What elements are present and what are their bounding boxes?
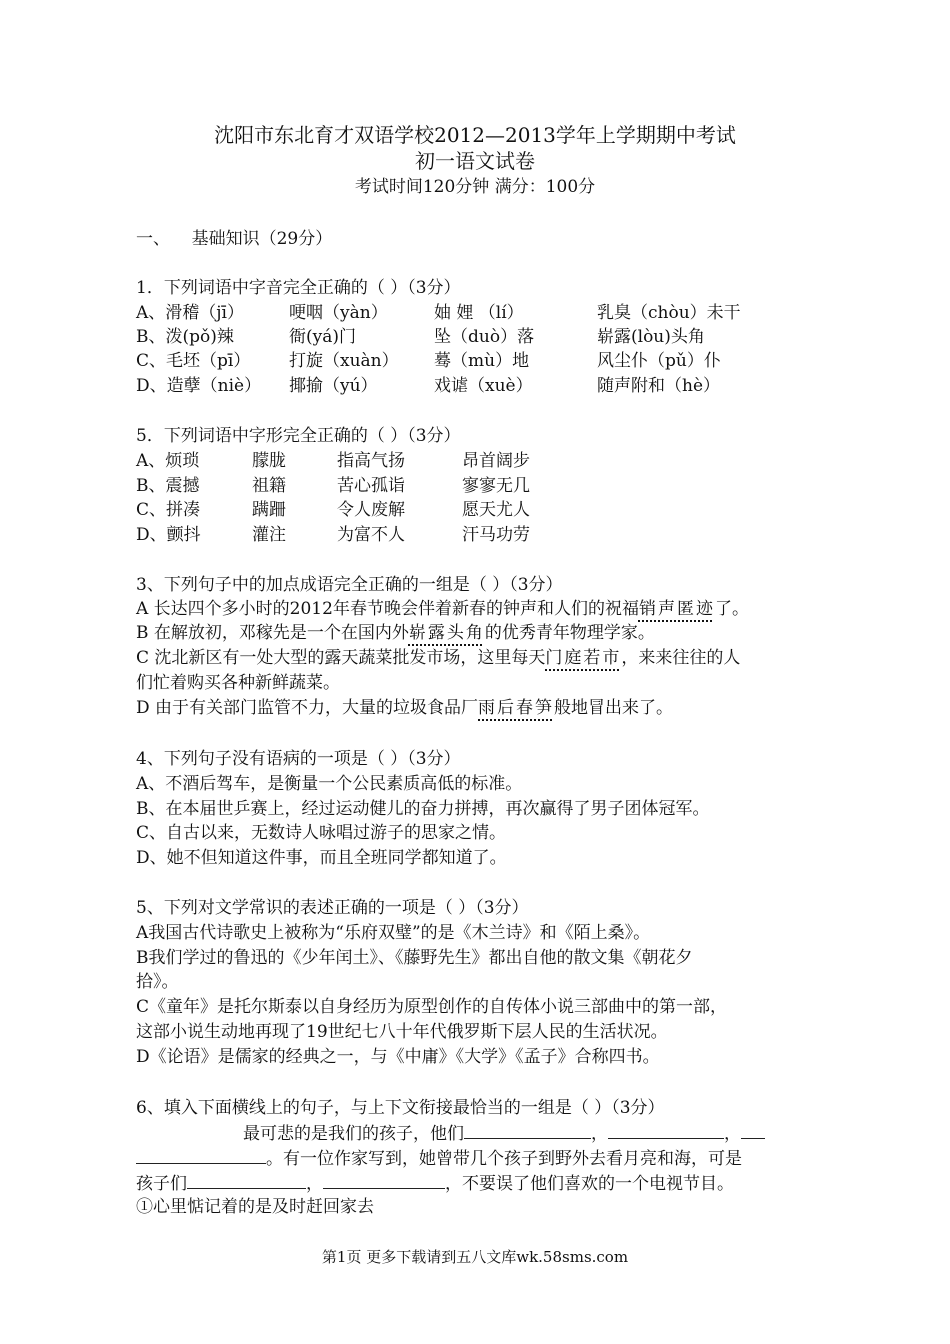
option-cell: 指高气扬 — [337, 451, 405, 471]
question-1-stem: 1．下列词语中字音完全正确的（ ）（3分） — [136, 278, 461, 298]
option-cell: 灌注 — [252, 525, 286, 545]
dotted-idiom: 崭露头角 — [408, 623, 485, 643]
passage-text: 。有一位作家写到，她曾带几个孩子到野外去看月亮和海，可是 — [266, 1149, 742, 1169]
passage-text: ， — [591, 1124, 608, 1144]
option-cell: A、烦琐 — [136, 451, 200, 471]
option-text: 般地冒出来了。 — [554, 698, 674, 718]
option-cell: 揶揄（yú） — [289, 376, 378, 396]
passage-text: ， — [306, 1174, 323, 1194]
option-cell: A、滑稽（jī） — [136, 303, 244, 323]
passage-line-3 — [136, 1172, 734, 1195]
option-cell: 风尘仆（pǔ）仆 — [597, 351, 721, 371]
option-cell: D、造孽（niè） — [136, 376, 262, 396]
option-cell: 崭露(lòu)头角 — [597, 327, 705, 347]
option-c: C、自古以来，无数诗人咏唱过游子的思家之情。 — [136, 823, 507, 843]
option-d: D、她不但知道这件事，而且全班同学都知道了。 — [136, 848, 507, 868]
option-b-cont: 拾》。 — [136, 972, 179, 992]
option-text: D 由于有关部门监管不力，大量的垃圾食品厂 — [136, 698, 479, 718]
option-1: ①心里惦记着的是及时赶回家去 — [136, 1197, 374, 1217]
option-b: B我们学过的鲁迅的《少年闰土》、《藤野先生》都出自他的散文集《朝花夕 — [136, 948, 693, 968]
option-cell: 令人废解 — [337, 500, 405, 520]
exam-title: 沈阳市东北育才双语学校2012—2013学年上学期期中考试 — [214, 123, 736, 147]
option-cell: 妯 娌 （lí） — [434, 303, 524, 323]
option-cell: 哽咽（yàn） — [289, 303, 388, 323]
answer-blank[interactable] — [323, 1172, 445, 1189]
option-b: B、在本届世乒赛上，经过运动健儿的奋力拼搏，再次赢得了男子团体冠军。 — [136, 799, 710, 819]
option-cell: 为富不人 — [337, 525, 405, 545]
option-cell: 戏谑（xuè） — [434, 376, 533, 396]
question-5-stem: 5、下列对文学常识的表述正确的一项是（ ）（3分） — [136, 898, 529, 918]
passage-text: ，不要误了他们喜欢的一个电视节目。 — [445, 1174, 734, 1194]
option-cell: 朦胧 — [252, 451, 286, 471]
question-2-stem: 5．下列词语中字形完全正确的（ ）（3分） — [136, 426, 461, 446]
option-text: 的优秀青年物理学家。 — [484, 623, 655, 643]
option-cell: 愿天尤人 — [462, 500, 530, 520]
option-d — [136, 697, 673, 719]
answer-blank[interactable] — [741, 1122, 765, 1139]
dotted-idiom: 门庭若市 — [545, 648, 622, 668]
passage-text: 孩子们 — [136, 1174, 187, 1194]
option-a — [136, 598, 749, 620]
option-cell: B、泼(pǒ)辣 — [136, 327, 234, 347]
section-heading: 一、 基础知识（29分） — [136, 229, 333, 249]
option-text: ，来来往往的人 — [621, 648, 741, 668]
option-cell: C、毛坯（pī） — [136, 351, 251, 371]
passage-text: 最可悲的是我们的孩子，他们 — [243, 1124, 464, 1144]
answer-blank[interactable] — [136, 1147, 266, 1164]
option-cell: 打旋（xuàn） — [289, 351, 399, 371]
dotted-idiom: 销声匿迹 — [638, 599, 715, 619]
option-cell: 随声附和（hè） — [597, 376, 721, 396]
option-d: D《论语》是儒家的经典之一，与《中庸》《大学》《孟子》合称四书。 — [136, 1047, 660, 1067]
option-a: A我国古代诗歌史上被称为“乐府双璧”的是《木兰诗》和《陌上桑》。 — [136, 923, 651, 943]
option-cell: D、颤抖 — [136, 525, 201, 545]
option-cell: 衙(yá)门 — [289, 327, 357, 347]
option-cell: B、震撼 — [136, 476, 200, 496]
option-cell: 坠（duò）落 — [434, 327, 535, 347]
answer-blank[interactable] — [464, 1122, 591, 1139]
option-cell: 苦心孤诣 — [337, 476, 405, 496]
option-cell: 汗马功劳 — [462, 525, 530, 545]
passage-text: ， — [724, 1124, 741, 1144]
option-cell: 寥寥无几 — [462, 476, 530, 496]
exam-info: 考试时间120分钟 满分：100分 — [354, 177, 596, 197]
question-3-stem: 3、下列句子中的加点成语完全正确的一组是（ ）（3分） — [136, 575, 563, 595]
passage-line-2 — [136, 1147, 742, 1170]
question-4-stem: 4、下列句子没有语病的一项是（ ）（3分） — [136, 749, 461, 769]
option-c — [136, 647, 740, 669]
question-6-stem: 6、填入下面横线上的句子，与上下文衔接最恰当的一组是（ ）（3分） — [136, 1098, 665, 1118]
option-c: C《童年》是托尔斯泰以自身经历为原型创作的自传体小说三部曲中的第一部， — [136, 997, 728, 1017]
passage-line-1 — [243, 1122, 765, 1145]
page-footer: 第1页 更多下载请到五八文库wk.58sms.com — [321, 1248, 629, 1266]
option-c-cont: 们忙着购买各种新鲜蔬菜。 — [136, 673, 340, 693]
answer-blank[interactable] — [187, 1172, 306, 1189]
option-text: B 在解放初，邓稼先是一个在国内外 — [136, 623, 409, 643]
option-b — [136, 622, 655, 644]
option-cell: 乳臭（chòu）未干 — [597, 303, 741, 323]
exam-subtitle: 初一语文试卷 — [415, 149, 535, 173]
option-c-cont: 这部小说生动地再现了19世纪七八十年代俄罗斯下层人民的生活状况。 — [136, 1022, 668, 1042]
option-cell: 蓦（mù）地 — [434, 351, 530, 371]
option-text: C 沈北新区有一处大型的露天蔬菜批发市场，这里每天 — [136, 648, 546, 668]
option-a: A、不酒后驾车，是衡量一个公民素质高低的标准。 — [136, 774, 523, 794]
option-cell: 昂首阔步 — [462, 451, 530, 471]
option-cell: 祖籍 — [252, 476, 286, 496]
dotted-idiom: 雨后春笋 — [478, 698, 555, 718]
option-cell: 蹒跚 — [252, 500, 286, 520]
answer-blank[interactable] — [608, 1122, 724, 1139]
option-text: 了。 — [714, 599, 749, 619]
option-text: A 长达四个多小时的2012年春节晚会伴着新春的钟声和人们的祝福 — [136, 599, 639, 619]
option-cell: C、拼凑 — [136, 500, 201, 520]
